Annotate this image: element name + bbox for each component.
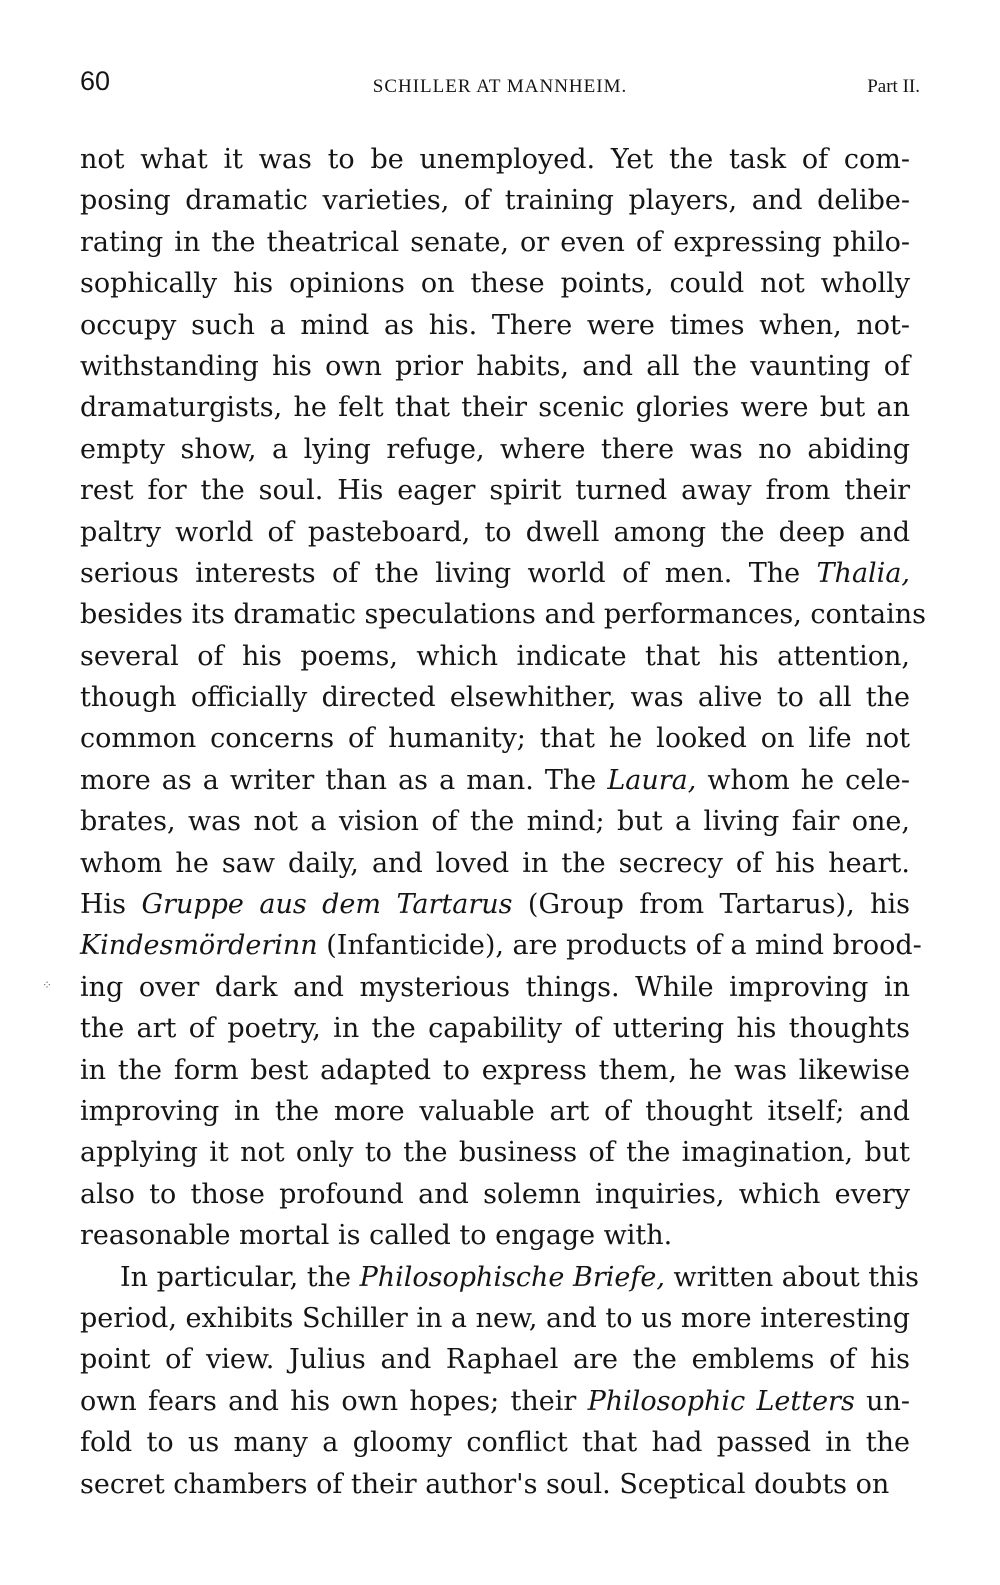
text-segment: more as a writer than as a man. The <box>80 764 608 796</box>
italic-title: Thalia, <box>816 557 910 589</box>
text-line <box>80 1257 919 1298</box>
page-header <box>80 62 920 102</box>
text-line <box>80 346 910 387</box>
body-text <box>80 139 926 1505</box>
italic-title: Gruppe aus dem Tartarus <box>141 889 513 921</box>
text-line <box>80 429 910 470</box>
text-segment: period, exhibits Schiller in a new, and to us more interesting <box>80 1302 910 1334</box>
running-title: SCHILLER AT MANNHEIM. <box>372 76 628 97</box>
text-line <box>80 1132 910 1173</box>
text-segment: His <box>80 889 142 921</box>
text-line <box>80 718 910 759</box>
text-line <box>80 1215 910 1256</box>
text-line <box>80 553 910 594</box>
part-label: Part II. <box>867 76 920 97</box>
text-segment: whom he saw daily, and loved in the secrecy of his heart. <box>80 847 910 879</box>
text-line <box>80 967 910 1008</box>
text-segment: also to those profound and solemn inquiries, which every <box>80 1178 910 1210</box>
text-segment: reasonable mortal is called to engage with. <box>80 1220 673 1252</box>
text-line <box>80 512 910 553</box>
text-line <box>80 1298 910 1339</box>
text-line <box>80 677 910 718</box>
text-segment: serious interests of the living world of men. The <box>80 557 817 589</box>
text-segment: rest for the soul. His eager spirit turned away from their <box>80 475 910 507</box>
text-line <box>80 1174 910 1215</box>
text-line <box>80 636 910 677</box>
text-line <box>80 263 910 304</box>
page-number: 60 <box>80 66 111 96</box>
text-segment: posing dramatic varieties, of training players, and delibe- <box>80 185 910 217</box>
italic-title: Laura, <box>607 764 697 796</box>
text-segment: besides its dramatic speculations and performances, contains <box>80 599 926 631</box>
text-segment: empty show, a lying refuge, where there was no abiding <box>80 433 910 465</box>
margin-mark: ⁘ <box>42 978 53 992</box>
text-line <box>80 1091 910 1132</box>
text-segment: whom he cele- <box>696 764 911 796</box>
text-line <box>80 1381 910 1422</box>
italic-title: Philosophische Briefe, <box>359 1261 665 1293</box>
text-segment: applying it not only to the business of the imagination, but <box>80 1137 910 1169</box>
paragraph <box>80 139 926 1257</box>
text-line <box>80 1008 910 1049</box>
text-line <box>80 139 910 180</box>
text-segment: brates, was not a vision of the mind; but a living fair one, <box>80 806 910 838</box>
text-segment: sophically his opinions on these points, could not wholly <box>80 268 910 300</box>
text-line <box>80 180 910 221</box>
text-segment: dramaturgists, he felt that their scenic glories were but an <box>80 392 910 424</box>
text-segment: point of view. Julius and Raphael are the emblems of his <box>80 1344 910 1376</box>
text-segment: common concerns of humanity; that he looked on life not <box>80 723 910 755</box>
text-segment: written about this <box>664 1261 919 1293</box>
text-line <box>80 925 922 966</box>
italic-title: Philosophic Letters <box>587 1385 855 1417</box>
text-segment: In particular, the <box>120 1261 360 1293</box>
text-segment: not what it was to be unemployed. Yet the task of com- <box>80 144 910 175</box>
text-line <box>80 305 910 346</box>
text-segment: paltry world of pasteboard, to dwell among the deep and <box>80 516 910 548</box>
text-segment: rating in the theatrical senate, or even of expressing philo- <box>80 226 910 258</box>
text-line <box>80 470 910 511</box>
text-segment: un- <box>854 1385 910 1417</box>
text-line <box>80 801 910 842</box>
text-segment: secret chambers of their author's soul. Sceptical doubts on <box>80 1468 890 1500</box>
text-segment: (Group from Tartarus), his <box>512 889 910 921</box>
text-segment: fold to us many a gloomy conflict that had passed in the <box>80 1427 910 1459</box>
text-segment: withstanding his own prior habits, and all the vaunting of <box>80 350 910 382</box>
text-line <box>80 222 910 263</box>
text-segment: in the form best adapted to express them, he was likewise <box>80 1054 910 1086</box>
text-line <box>80 387 910 428</box>
text-segment: ing over dark and mysterious things. While improving in <box>80 971 910 1003</box>
text-line <box>80 594 926 635</box>
text-line <box>80 760 910 801</box>
text-line <box>80 884 910 925</box>
text-line <box>80 1050 910 1091</box>
text-segment: the art of poetry, in the capability of uttering his thoughts <box>80 1013 910 1045</box>
text-line <box>80 843 910 884</box>
text-line <box>80 1339 910 1380</box>
text-line <box>80 1422 910 1463</box>
text-segment: though officially directed elsewhither, was alive to all the <box>80 682 910 714</box>
text-line <box>80 1464 910 1505</box>
paragraph <box>80 1257 919 1505</box>
text-segment: occupy such a mind as his. There were times when, not- <box>80 309 910 341</box>
text-segment: several of his poems, which indicate that his attention, <box>80 640 910 672</box>
text-segment: own fears and his own hopes; their <box>80 1385 588 1417</box>
text-segment: (Infanticide), are products of a mind brood- <box>317 930 922 962</box>
italic-title: Kindesmörderinn <box>80 930 318 962</box>
text-segment: improving in the more valuable art of thought itself; and <box>80 1095 910 1127</box>
